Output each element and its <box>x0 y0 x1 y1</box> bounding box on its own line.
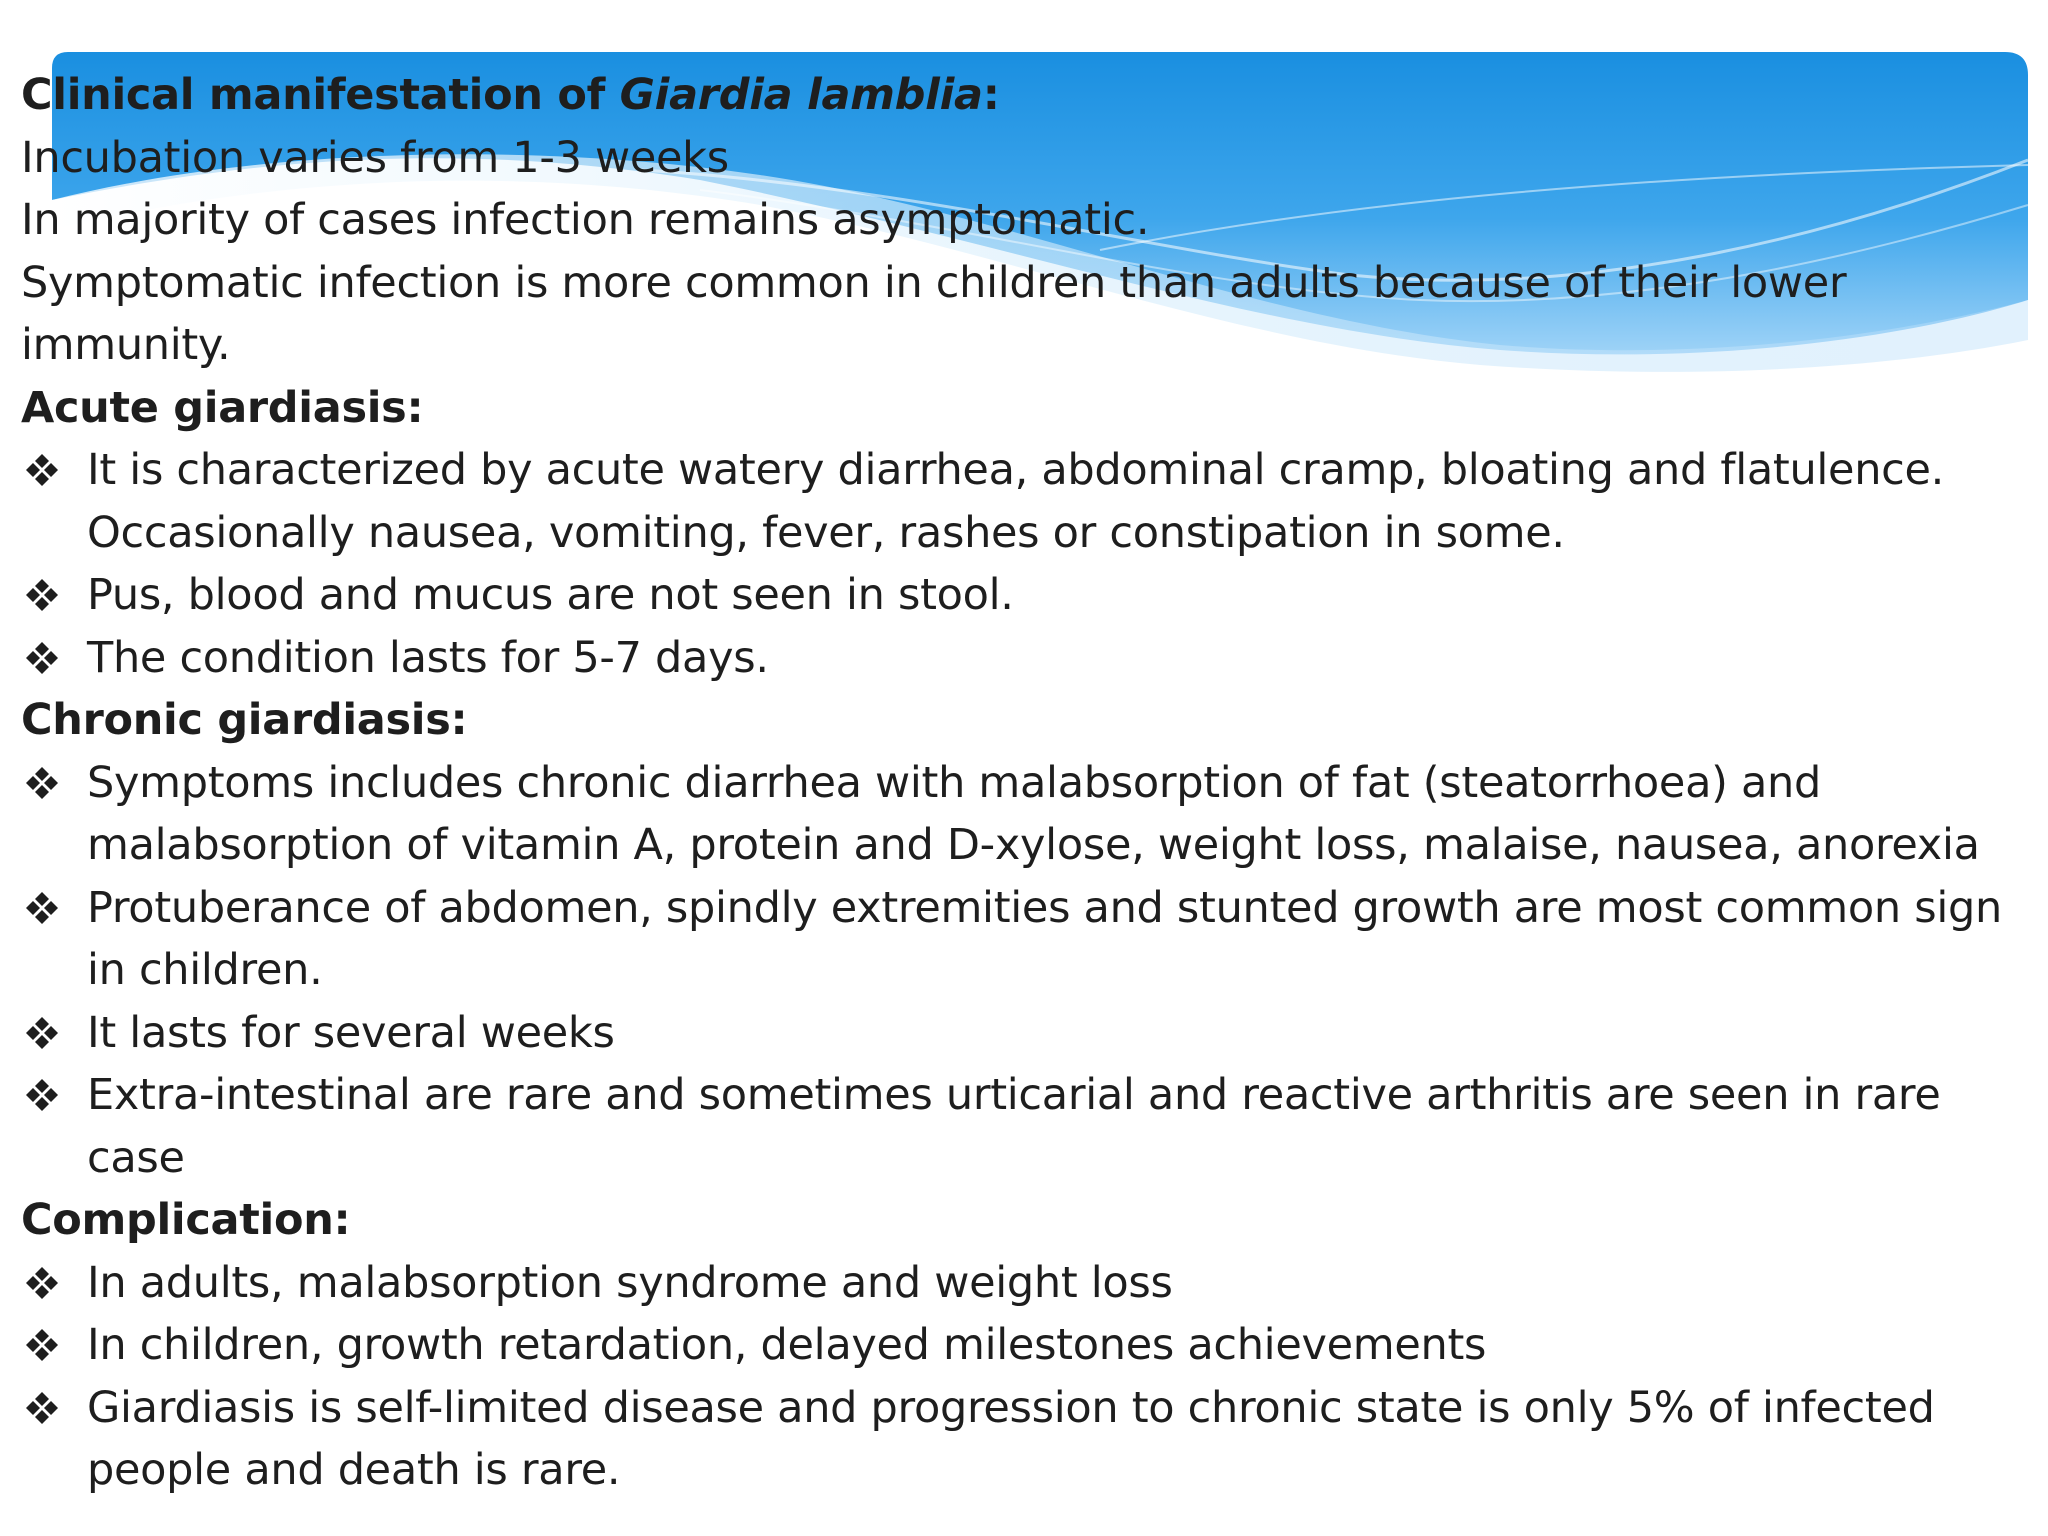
sections-block <box>21 377 2021 1502</box>
title-species-name: Giardia lamblia <box>619 70 983 120</box>
bullet-item <box>21 877 2021 1002</box>
section-heading: Chronic giardiasis: <box>21 695 468 745</box>
four-diamond-bullet-icon <box>25 891 59 925</box>
bullet-item <box>21 564 2021 627</box>
bullet-item <box>21 1314 2021 1377</box>
bullet-list <box>21 1252 2021 1502</box>
four-diamond-bullet-icon <box>25 453 59 487</box>
intro-block <box>21 127 2021 377</box>
intro-line: In majority of cases infection remains asymptomatic. <box>21 195 1150 245</box>
slide-content <box>21 64 2021 1502</box>
four-diamond-bullet-icon <box>25 1078 59 1112</box>
intro-line: Incubation varies from 1-3 weeks <box>21 132 729 183</box>
bullet-text: It lasts for several weeks <box>87 1007 615 1058</box>
four-diamond-bullet-icon <box>25 1328 59 1362</box>
intro-line: Symptomatic infection is more common in children than adults because of their lower <box>21 257 1847 308</box>
four-diamond-bullet-icon <box>25 1391 59 1425</box>
bullet-text: Symptoms includes chronic diarrhea with malabsorption of fat (steatorrhoea) and malabsorption of vitamin A, protein and D-xylose, weight loss, malaise, nausea, anorexia <box>87 757 1980 870</box>
bullet-text: Giardiasis is self-limited disease and progression to chronic state is only 5% of infected people and death is rare. <box>87 1382 1935 1495</box>
bullet-item <box>21 627 2021 690</box>
section-heading: Acute giardiasis: <box>21 382 424 433</box>
bullet-text: Protuberance of abdomen, spindly extremities and stunted growth are most common sign in children. <box>87 882 2002 995</box>
bullet-item <box>21 1377 2021 1502</box>
four-diamond-bullet-icon <box>25 766 59 800</box>
bullet-list <box>21 752 2021 1190</box>
bullet-text: In children, growth retardation, delayed milestones achievements <box>87 1320 1487 1370</box>
bullet-text: It is characterized by acute watery diarrhea, abdominal cramp, bloating and flatulence. Occasionally nausea, vomiting, fever, rashes or constipation in some. <box>87 445 1945 558</box>
bullet-list <box>21 439 2021 689</box>
four-diamond-bullet-icon <box>25 578 59 612</box>
slide-title: Clinical manifestation of Giardia lamblia: <box>21 70 1000 120</box>
bullet-text: The condition lasts for 5-7 days. <box>87 632 769 683</box>
four-diamond-bullet-icon <box>25 1016 59 1050</box>
bullet-item <box>21 1252 2021 1315</box>
intro-line: immunity. <box>21 320 231 370</box>
four-diamond-bullet-icon <box>25 1266 59 1300</box>
bullet-item <box>21 1064 2021 1189</box>
bullet-text: Extra-intestinal are rare and sometimes urticarial and reactive arthritis are seen in rare case <box>87 1070 1941 1183</box>
bullet-item <box>21 752 2021 877</box>
section-heading: Complication: <box>21 1195 351 1245</box>
bullet-text: In adults, malabsorption syndrome and weight loss <box>87 1257 1173 1308</box>
bullet-item <box>21 1002 2021 1065</box>
four-diamond-bullet-icon <box>25 641 59 675</box>
bullet-text: Pus, blood and mucus are not seen in stool. <box>87 570 1014 620</box>
bullet-item <box>21 439 2021 564</box>
